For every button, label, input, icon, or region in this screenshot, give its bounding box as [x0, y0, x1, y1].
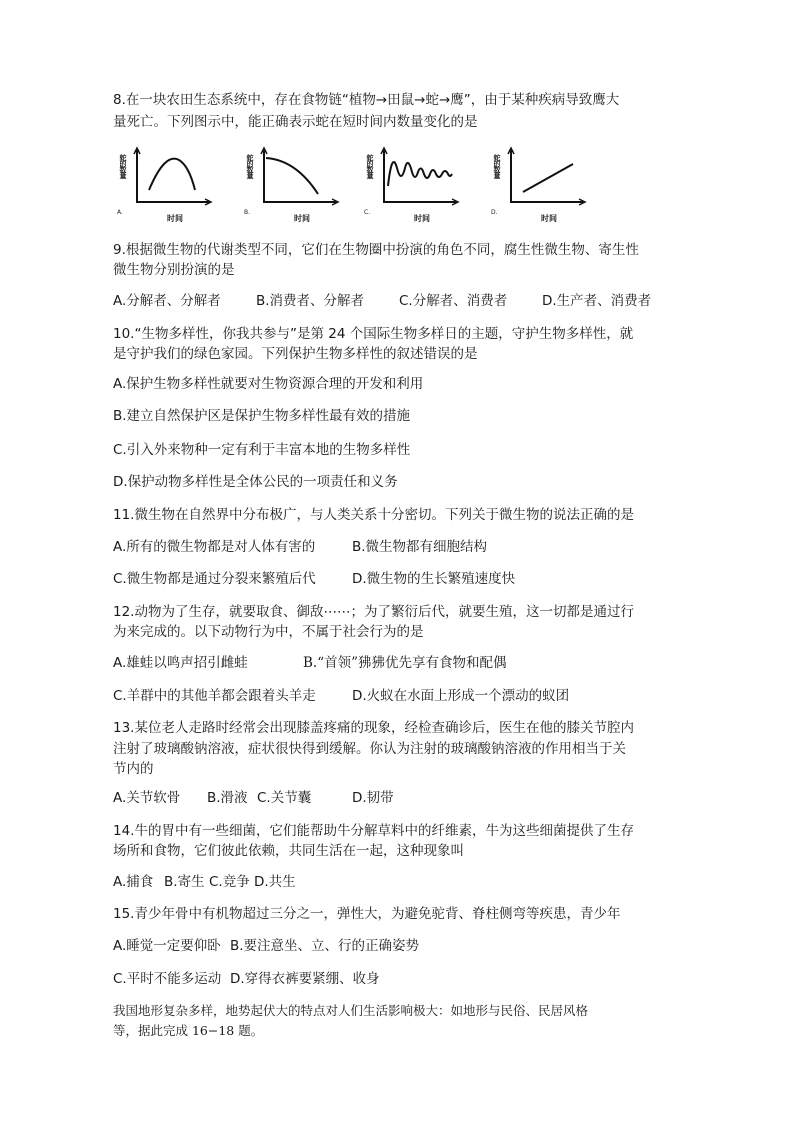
- graph-a-ylabel: 蛇的数量: [119, 154, 127, 178]
- graph-b-ylabel: 蛇的数量: [246, 154, 254, 178]
- q8-graph-c[interactable]: [360, 146, 460, 226]
- graph-d-curve: [523, 164, 573, 192]
- graph-c-curve: [388, 162, 452, 186]
- q12-option-b[interactable]: B.“首领”狒狒优先享有食物和配偶: [303, 655, 507, 671]
- graph-a-curve: [149, 159, 195, 190]
- q8-graph-d[interactable]: [487, 146, 587, 226]
- q9-option-b[interactable]: B.消费者、分解者: [256, 293, 365, 309]
- q11-option-b[interactable]: B.微生物都有细胞结构: [352, 539, 488, 555]
- q13-stem-line3: 节内的: [113, 761, 154, 777]
- q15-option-d[interactable]: D.穿得衣裤要紧绷、收身: [230, 971, 380, 987]
- q13-stem-line2: 注射了玻璃酸钠溶液，症状很快得到缓解。你认为注射的玻璃酸钠溶液的作用相当于关: [113, 741, 626, 757]
- q12-stem-line2: 为来完成的。以下动物行为中，不属于社会行为的是: [113, 624, 424, 640]
- q8-stem-line1: 8.在一块农田生态系统中，存在食物链“植物→田鼠→蛇→鹰”，由于某种疾病导致鹰大: [113, 92, 620, 108]
- q12-option-a[interactable]: A.雄蛙以鸣声招引雌蛙: [113, 655, 248, 671]
- q13-option-d[interactable]: D.韧带: [352, 790, 394, 806]
- graph-b-xlabel: 时间: [294, 214, 310, 223]
- graph-a-label: A.: [117, 209, 123, 216]
- q12-stem-line1: 12.动物为了生存，就要取食、御敌⋯⋯；为了繁衍后代，就要生殖，这一切都是通过行: [113, 604, 634, 620]
- q11-stem-line1: 11.微生物在自然界中分布极广，与人类关系十分密切。下列关于微生物的说法正确的是: [113, 507, 634, 523]
- q8-graph-a[interactable]: [113, 146, 213, 226]
- q9-stem-line2: 微生物分别扮演的是: [113, 262, 235, 278]
- q10-option-d[interactable]: D.保护动物多样性是全体公民的一项责任和义务: [113, 474, 398, 490]
- q8-graph-b[interactable]: [240, 146, 340, 226]
- graph-c-plot: [360, 146, 460, 226]
- q13-option-a[interactable]: A.关节软骨: [113, 790, 181, 806]
- q14-option-d[interactable]: D.共生: [254, 874, 296, 890]
- q9-option-c[interactable]: C.分解者、消费者: [399, 293, 508, 309]
- graph-b-curve: [266, 158, 318, 194]
- q13-stem-line1: 13.某位老人走路时经常会出现膝盖疼痛的现象，经检查确诊后，医生在他的膝关节腔内: [113, 720, 634, 736]
- q14-stem-line2: 场所和食物，它们彼此依赖，共同生活在一起，这种现象叫: [113, 843, 464, 859]
- q15-option-b[interactable]: B.要注意坐、立、行的正确姿势: [230, 938, 420, 954]
- q15-stem-line1: 15.青少年骨中有机物超过三分之一，弹性大，为避免驼背、脊柱侧弯等疾患，青少年: [113, 906, 621, 922]
- graph-d-xlabel: 时间: [541, 214, 557, 223]
- q15-option-a[interactable]: A.睡觉一定要仰卧: [113, 938, 221, 954]
- q9-stem-line1: 9.根据微生物的代谢类型不同，它们在生物圈中扮演的角色不同，腐生性微生物、寄生性: [113, 242, 639, 258]
- intro16-line2: 等，据此完成 16−18 题。: [113, 1023, 264, 1038]
- q10-option-c[interactable]: C.引入外来物种一定有利于丰富本地的生物多样性: [113, 442, 411, 458]
- graph-b-label: B.: [244, 209, 251, 216]
- graph-a-plot: [113, 146, 213, 226]
- graph-c-label: C.: [364, 209, 371, 216]
- graph-d-label: D.: [491, 209, 498, 216]
- q14-option-c[interactable]: C.竞争: [209, 874, 250, 890]
- q9-option-d[interactable]: D.生产者、消费者: [542, 293, 652, 309]
- q8-stem-line2: 量死亡。下列图示中，能正确表示蛇在短时间内数量变化的是: [113, 114, 478, 130]
- q11-option-d[interactable]: D.微生物的生长繁殖速度快: [352, 571, 516, 587]
- graph-d-plot: [487, 146, 587, 226]
- q14-stem-line1: 14.牛的胃中有一些细菌，它们能帮助牛分解草料中的纤维素，牛为这些细菌提供了生存: [113, 823, 634, 839]
- graph-a-xlabel: 时间: [167, 214, 183, 223]
- q12-option-c[interactable]: C.羊群中的其他羊都会跟着头羊走: [113, 688, 316, 704]
- q13-option-b[interactable]: B.滑液: [207, 790, 248, 806]
- graph-d-ylabel: 蛇的数量: [493, 154, 501, 178]
- q15-option-c[interactable]: C.平时不能多运动: [113, 971, 222, 987]
- q9-option-a[interactable]: A.分解者、分解者: [113, 293, 221, 309]
- q14-option-a[interactable]: A.捕食: [113, 874, 154, 890]
- q11-option-a[interactable]: A.所有的微生物都是对人体有害的: [113, 539, 316, 555]
- q10-option-b[interactable]: B.建立自然保护区是保护生物多样性最有效的措施: [113, 408, 411, 424]
- q12-option-d[interactable]: D.火蚁在水面上形成一个漂动的蚁团: [352, 688, 570, 704]
- q10-option-a[interactable]: A.保护生物多样性就要对生物资源合理的开发和利用: [113, 376, 424, 392]
- q14-option-b[interactable]: B.寄生: [164, 874, 205, 890]
- q10-stem-line2: 是守护我们的绿色家园。下列保护生物多样性的叙述错误的是: [113, 346, 478, 362]
- q10-stem-line1: 10.“生物多样性，你我共参与”是第 24 个国际生物多样日的主题，守护生物多样性，就: [113, 326, 634, 342]
- graph-c-xlabel: 时间: [414, 214, 430, 223]
- q11-option-c[interactable]: C.微生物都是通过分裂来繁殖后代: [113, 571, 316, 587]
- q13-option-c[interactable]: C.关节囊: [257, 790, 312, 806]
- intro16-line1: 我国地形复杂多样，地势起伏大的特点对人们生活影响极大：如地形与民俗、民居风格: [113, 1003, 589, 1018]
- graph-c-ylabel: 蛇的数量: [366, 154, 374, 178]
- graph-b-plot: [240, 146, 340, 226]
